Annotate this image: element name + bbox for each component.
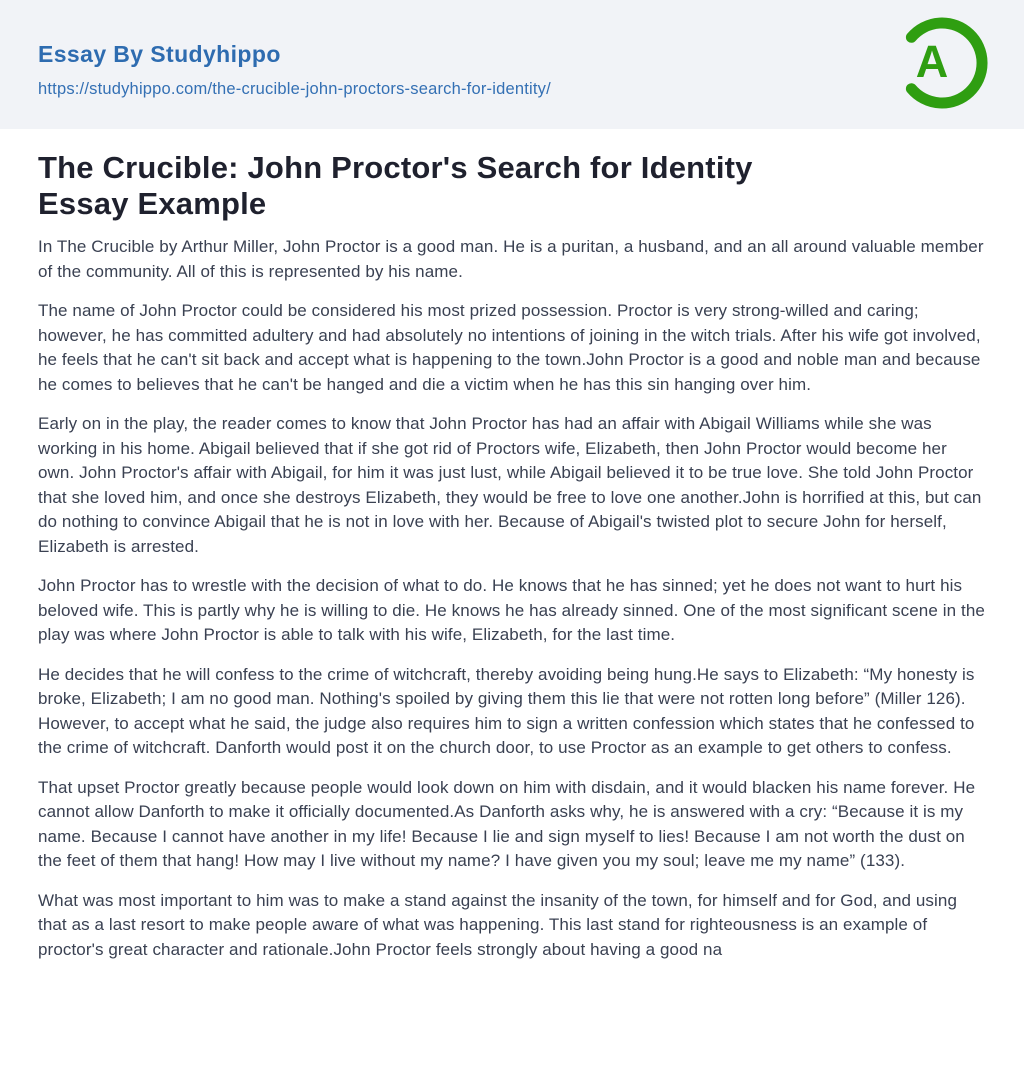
essay-paragraph: Early on in the play, the reader comes to know that John Proctor has had an affair with Abigail Williams while she was working in his home. Abigail believed that if she got rid of Proctors wife, Elizabeth, then John Proctor would become her own. John Proctor's affair with Abigail, for him it was just lust, while Abigail believed it to be true love. She told John Proctor that she loved him, and once she destroys Elizabeth, they would be free to love one another.John is horrified at this, but can do nothing to convince Abigail that he is not in love with her. Because of Abigail's twisted plot to secure John for herself, Elizabeth is arrested. [38,414,982,556]
essay-body [0,150,1024,962]
essay-paragraph: John Proctor has to wrestle with the decision of what to do. He knows that he has sinned; yet he does not want to hurt his beloved wife. This is partly why he is willing to die. He knows he has already sinned. One of the most significant scene in the play was where John Proctor is able to talk with his wife, Elizabeth, for the last time. [38,576,985,644]
essay-title [38,150,986,222]
essay-paragraph: That upset Proctor greatly because people would look down on him with disdain, and it would blacken his name forever. He cannot allow Danforth to make it officially documented.As Danforth asks why, he is answered with a cry: “Because it is my name. Because I cannot have another in my life! Because I lie and sign myself to lies! Because I am not worth the dust on the feet of them that hang! How may I live without my name? I have given you my soul; leave me my name” (133). [38,777,976,870]
page-header [0,0,1024,129]
essay-title-line-2: Essay Example [38,186,267,221]
essay-title-line-1: The Crucible: John Proctor's Search for Identity [38,150,753,185]
studyhippo-logo [894,15,990,111]
essay-paragraph: He decides that he will confess to the crime of witchcraft, thereby avoiding being hung.He says to Elizabeth: “My honesty is broke, Elizabeth; I am no good man. Nothing's spoiled by giving them this lie that were not rotten long before” (Miller 126). However, to accept what he said, the judge also requires him to sign a written confession which states that he confessed to the crime of witchcraft. Danforth would post it on the church door, to use Proctor as an example to get others to confess. [38,664,975,757]
essay-paragraph: The name of John Proctor could be considered his most prized possession. Proctor is very strong-willed and caring; however, he has committed adultery and had absolutely no intentions of joining in the witch trials. After his wife got involved, he feels that he can't sit back and accept what is happening to the town.John Proctor is a good and noble man and because he comes to believes that he can't be hanged and die a victim when he has this sin hanging over him. [38,301,981,394]
essay-paragraph: In The Crucible by Arthur Miller, John Proctor is a good man. He is a puritan, a husband, and an all around valuable member of the community. All of this is represented by his name. [38,237,984,281]
site-label: Essay By Studyhippo [38,41,281,67]
page-url-link[interactable]: https://studyhippo.com/the-crucible-john-proctors-search-for-identity/ [38,80,551,99]
logo-letter: A [915,36,949,87]
logo-arc-icon [894,15,990,111]
essay-paragraph: What was most important to him was to make a stand against the insanity of the town, for himself and for God, and using that as a last resort to make people aware of what was happening. This last stand for righteousness is an example of proctor's great character and rationale.John Proctor feels strongly about having a good na [38,890,958,959]
